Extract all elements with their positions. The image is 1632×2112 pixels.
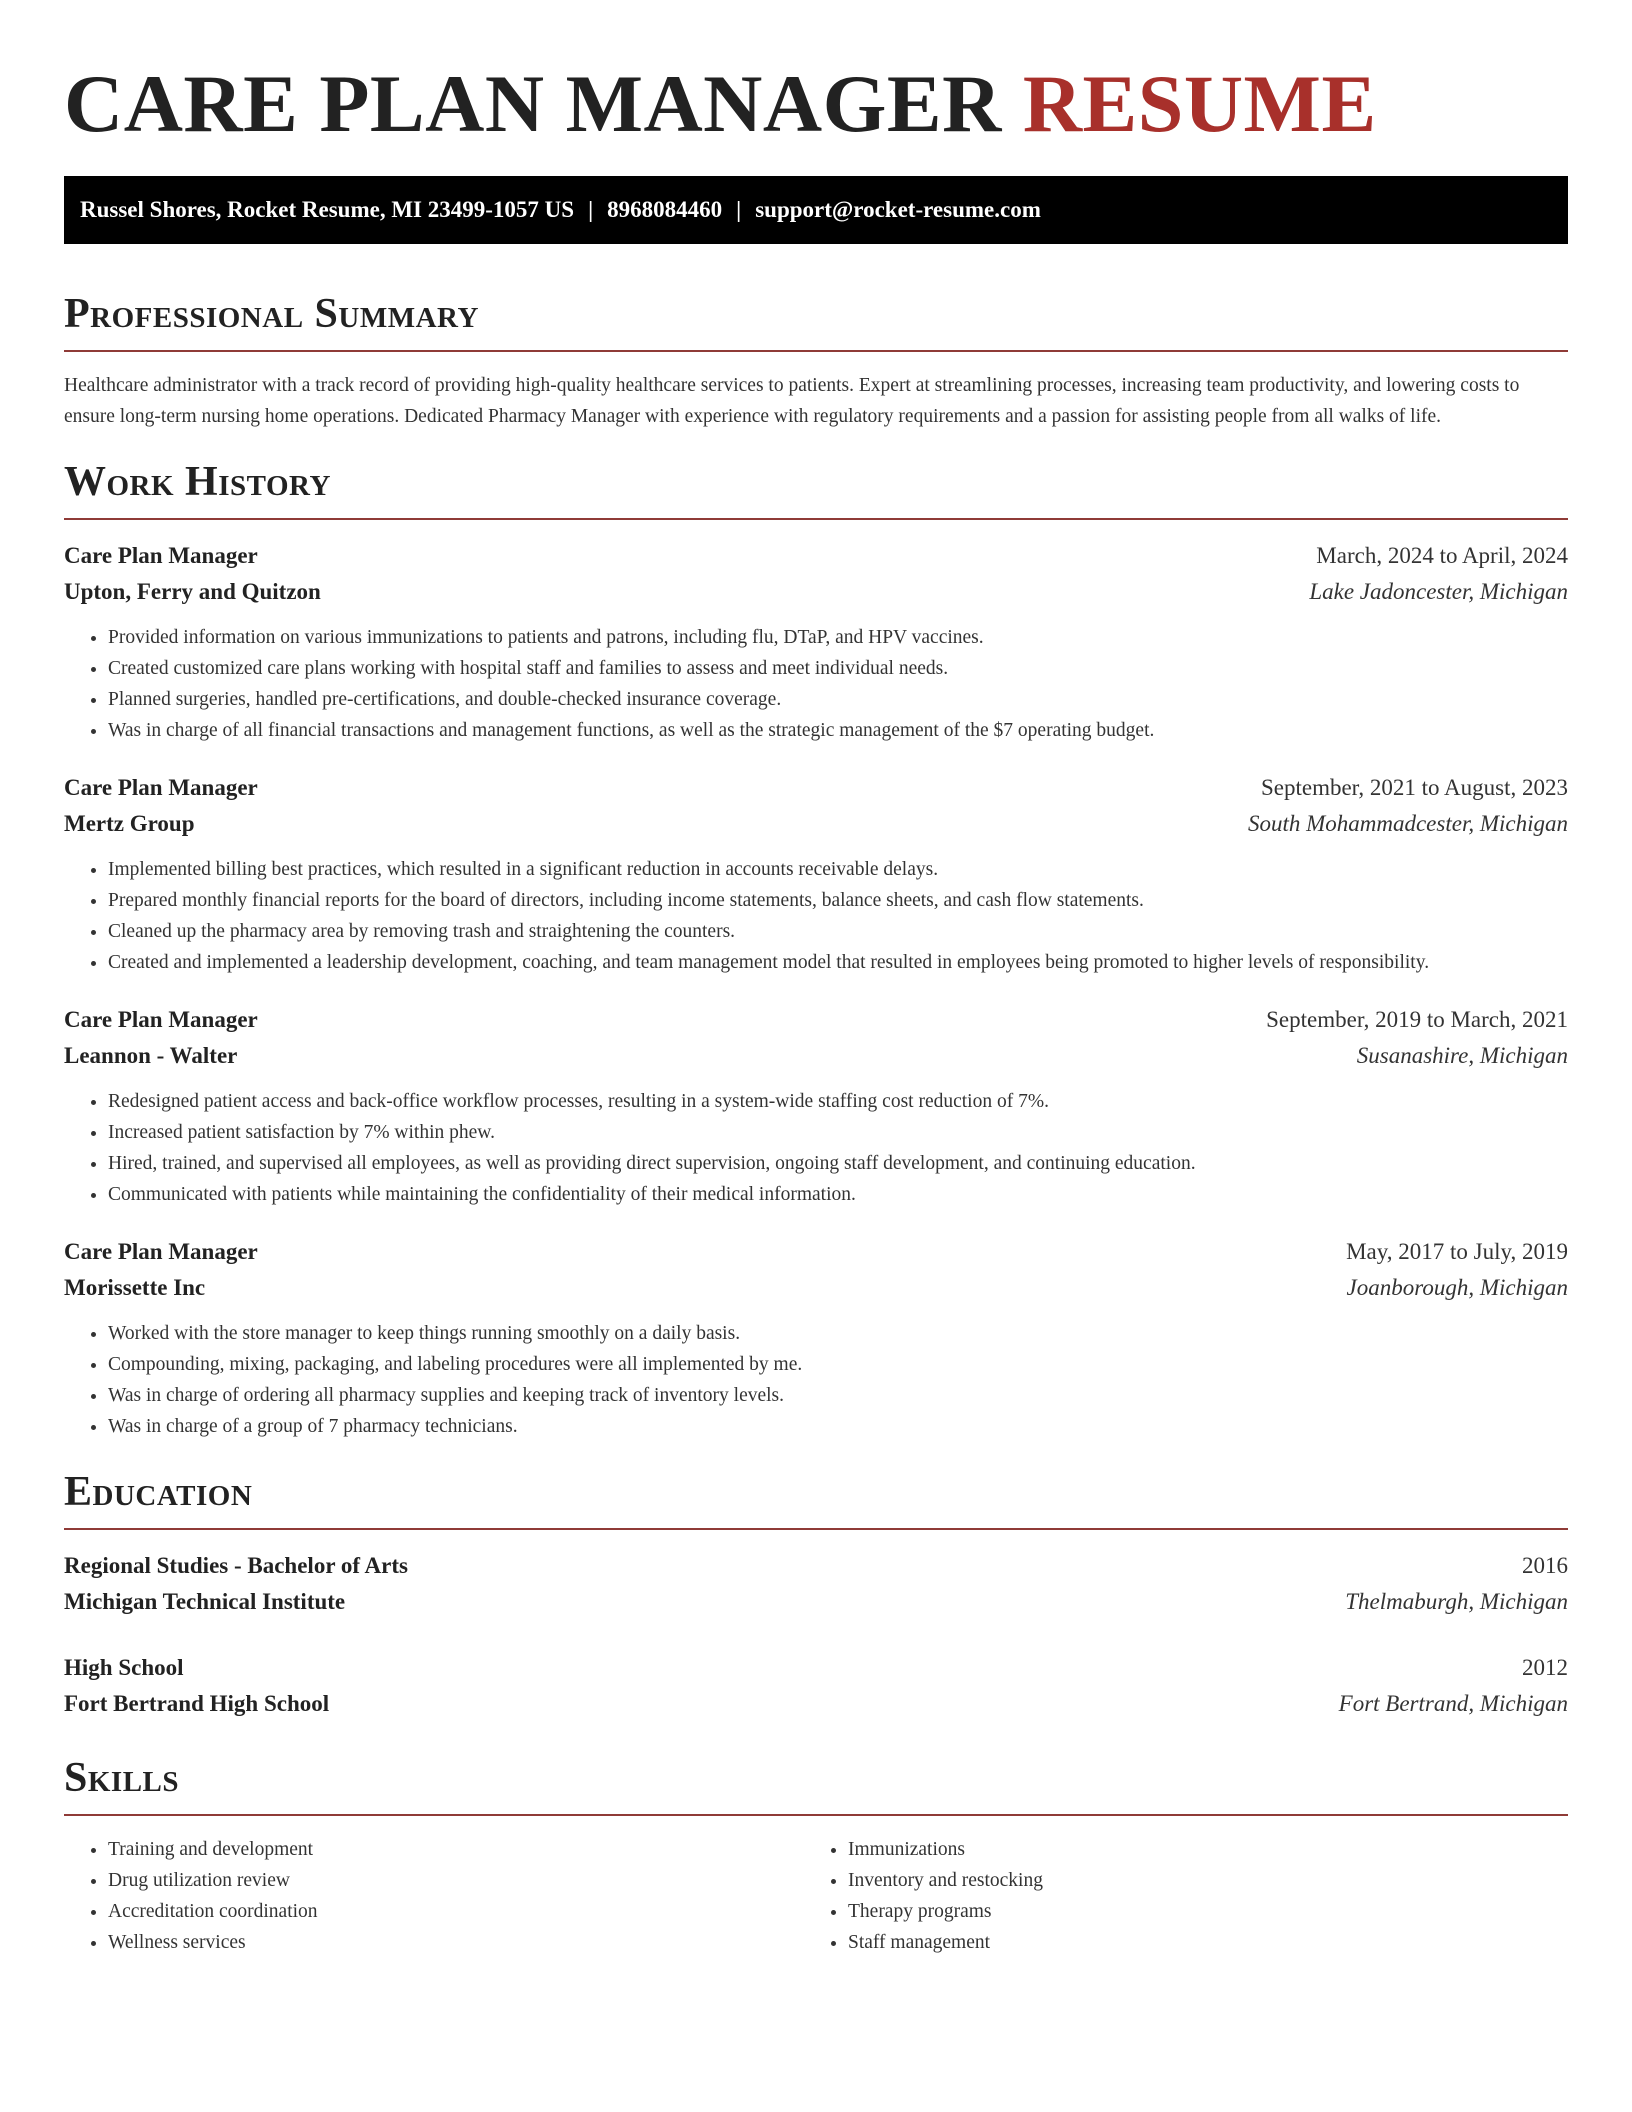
contact-phone: 8968084460 (607, 197, 723, 222)
skill-item: • Training and development (108, 1834, 804, 1865)
job-bullet: • Implemented billing best practices, which resulted in a significant reduction in accounts receivable delays. (108, 854, 1568, 885)
skill-item: • Drug utilization review (108, 1865, 804, 1896)
skill-item: • Immunizations (848, 1834, 1544, 1865)
summary-section (64, 288, 1568, 432)
work-entry (64, 538, 1568, 746)
school-location: Thelmaburgh, Michigan (1345, 1589, 1568, 1614)
job-title: Care Plan Manager (64, 1239, 258, 1264)
job-dates: May, 2017 to July, 2019 (1346, 1239, 1568, 1264)
job-bullet: • Provided information on various immunizations to patients and patrons, including flu, DTaP, and HPV vaccines. (108, 622, 1568, 653)
section-divider (64, 1528, 1568, 1530)
job-bullet: • Planned surgeries, handled pre-certifications, and double-checked insurance coverage. (108, 684, 1568, 715)
company-name: Leannon - Walter (64, 1043, 238, 1068)
job-bullet: • Worked with the store manager to keep things running smoothly on a daily basis. (108, 1318, 1568, 1349)
school-location: Fort Bertrand, Michigan (1338, 1691, 1568, 1716)
work-entry-subheader (64, 1270, 1568, 1306)
job-location: Joanborough, Michigan (1346, 1275, 1568, 1300)
skills-section (64, 1752, 1568, 1958)
job-bullet: • Hired, trained, and supervised all employees, as well as providing direct supervision, ongoing staff development, and continuing education. (108, 1148, 1568, 1179)
school-name: Michigan Technical Institute (64, 1589, 346, 1614)
graduation-year: 2016 (1522, 1553, 1568, 1578)
job-bullet: • Prepared monthly financial reports for the board of directors, including income statements, balance sheets, and cash flow statements. (108, 885, 1568, 916)
skill-item: • Inventory and restocking (848, 1865, 1544, 1896)
degree-name: High School (64, 1655, 184, 1680)
contact-bar (64, 176, 1568, 244)
job-dates: September, 2019 to March, 2021 (1266, 1007, 1568, 1032)
job-bullets (64, 1086, 1568, 1210)
education-entry-header (64, 1650, 1568, 1686)
resume-page (64, 56, 1568, 1958)
work-entry-header (64, 770, 1568, 806)
skills-heading: Skills (64, 1755, 180, 1801)
contact-address: Russel Shores, Rocket Resume, MI 23499-1057 US (80, 197, 575, 222)
education-heading: Education (64, 1469, 253, 1515)
section-divider (64, 350, 1568, 352)
education-section (64, 1466, 1568, 1722)
work-history-section (64, 456, 1568, 1442)
job-title: Care Plan Manager (64, 775, 258, 800)
skills-column-right (804, 1834, 1544, 1958)
job-location: Susanashire, Michigan (1356, 1043, 1568, 1068)
work-entry (64, 770, 1568, 978)
company-name: Morissette Inc (64, 1275, 206, 1300)
job-bullet: • Communicated with patients while maintaining the confidentiality of their medical information. (108, 1179, 1568, 1210)
summary-text: Healthcare administrator with a track record of providing high-quality healthcare services to patients. Expert at streamlining processes, increasing team productivity, and lowering costs to ensure long-term nursing home operations. Dedicated Pharmacy Manager with experience with regulatory requirements and a passion for assisting people from all walks of life. (64, 375, 1520, 427)
education-entry (64, 1650, 1568, 1722)
job-bullet: • Created and implemented a leadership development, coaching, and team management model that resulted in employees being promoted to higher levels of responsibility. (108, 947, 1568, 978)
job-bullet: • Redesigned patient access and back-office workflow processes, resulting in a system-wide staffing cost reduction of 7%. (108, 1086, 1568, 1117)
skill-item: • Accreditation coordination (108, 1896, 804, 1927)
skill-item: • Wellness services (108, 1927, 804, 1958)
job-dates: March, 2024 to April, 2024 (1316, 543, 1568, 568)
section-divider (64, 518, 1568, 520)
education-entry (64, 1548, 1568, 1620)
job-bullets (64, 622, 1568, 746)
work-entry-subheader (64, 806, 1568, 842)
skill-item: • Staff management (848, 1927, 1544, 1958)
job-bullet: • Was in charge of ordering all pharmacy supplies and keeping track of inventory levels. (108, 1380, 1568, 1411)
company-name: Upton, Ferry and Quitzon (64, 579, 321, 604)
education-entry-header (64, 1548, 1568, 1584)
contact-separator: | (736, 197, 742, 222)
resume-title (64, 56, 1568, 176)
school-name: Fort Bertrand High School (64, 1691, 330, 1716)
education-entry-subheader (64, 1686, 1568, 1722)
company-name: Mertz Group (64, 811, 195, 836)
job-bullets (64, 1318, 1568, 1442)
contact-email: support@rocket-resume.com (755, 197, 1041, 222)
skills-grid (64, 1834, 1568, 1958)
skills-column-left (64, 1834, 804, 1958)
section-divider (64, 1814, 1568, 1816)
work-entry-header (64, 1234, 1568, 1270)
work-entry (64, 1234, 1568, 1442)
job-title: Care Plan Manager (64, 1007, 258, 1032)
work-entry-subheader (64, 574, 1568, 610)
job-bullet: • Cleaned up the pharmacy area by removing trash and straightening the counters. (108, 916, 1568, 947)
work-entry-header (64, 1002, 1568, 1038)
work-history-heading: Work History (64, 459, 331, 505)
title-accent: RESUME (1022, 58, 1377, 149)
job-bullets (64, 854, 1568, 978)
work-entry (64, 1002, 1568, 1210)
job-bullet: • Was in charge of a group of 7 pharmacy technicians. (108, 1411, 1568, 1442)
skills-list (64, 1834, 804, 1958)
skills-list (804, 1834, 1544, 1958)
job-location: Lake Jadoncester, Michigan (1309, 579, 1568, 604)
job-bullet: • Increased patient satisfaction by 7% within phew. (108, 1117, 1568, 1148)
contact-separator: | (588, 197, 594, 222)
graduation-year: 2012 (1522, 1655, 1568, 1680)
work-entry-subheader (64, 1038, 1568, 1074)
skill-item: • Therapy programs (848, 1896, 1544, 1927)
job-bullet: • Was in charge of all financial transactions and management functions, as well as the strategic management of the $7 operating budget. (108, 715, 1568, 746)
job-bullet: • Created customized care plans working with hospital staff and families to assess and meet individual needs. (108, 653, 1568, 684)
job-title: Care Plan Manager (64, 543, 258, 568)
job-bullet: • Compounding, mixing, packaging, and labeling procedures were all implemented by me. (108, 1349, 1568, 1380)
job-location: South Mohammadcester, Michigan (1247, 811, 1568, 836)
education-entry-subheader (64, 1584, 1568, 1620)
degree-name: Regional Studies - Bachelor of Arts (64, 1553, 408, 1578)
job-dates: September, 2021 to August, 2023 (1260, 775, 1568, 800)
summary-heading: Professional Summary (64, 291, 479, 337)
work-entry-header (64, 538, 1568, 574)
title-main: CARE PLAN MANAGER (64, 58, 1002, 149)
